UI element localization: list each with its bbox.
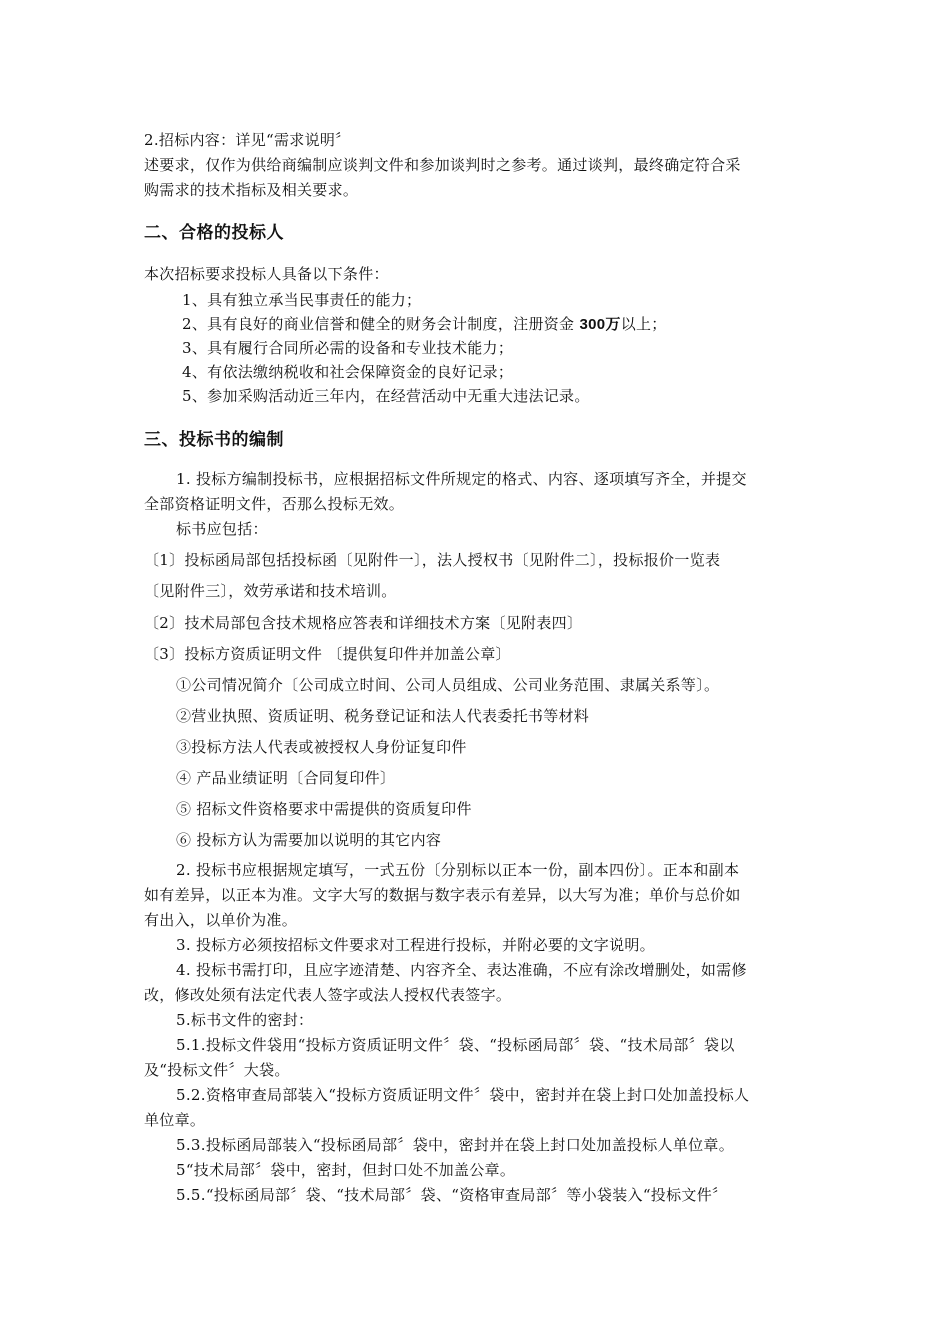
condition-item [182,312,667,337]
list-item: ①公司情况简介〔公司成立时间、公司人员组成、公司业务范围、隶属关系等〕。 [176,676,720,694]
body-line: 2. 投标书应根据规定填写，一式五份〔分别标以正本一份，副本四份〕。正本和副本 [176,861,740,879]
body-line: 5.1.投标文件袋用“投标方资质证明文件〞袋、“投标函局部〞袋、“技术局部〞袋以 [176,1036,735,1054]
condition-item: 3、具有履行合同所必需的设备和专业技术能力； [182,339,514,357]
condition-item: 4、有依法缴纳税收和社会保障资金的良好记录； [182,363,514,381]
body-line: 标书应包括： [176,520,268,538]
registered-capital-amount: 300 [579,316,606,333]
body-line: 3. 投标方必须按招标文件要求对工程进行投标，并附必要的文字说明。 [176,936,655,954]
body-line: 5.3.投标函局部装入“投标函局部〞袋中，密封并在袋上封口处加盖投标人单位章。 [176,1136,734,1154]
condition-item-text: 以上； [620,315,667,333]
requirement-text-line: 述要求，仅作为供给商编制应谈判文件和参加谈判时之参考。通过谈判，最终确定符合采 [144,156,741,174]
body-line: 有出入，以单价为准。 [144,911,298,929]
registered-capital-unit: 万 [605,316,621,333]
condition-item: 1、具有独立承当民事责任的能力； [182,291,422,309]
body-line: 〔见附件三〕，效劳承诺和技术培训。 [144,582,397,600]
bid-content-line: 2.招标内容：详见“需求说明〞 [144,131,351,149]
body-line: 〔2〕技术局部包含技术规格应答表和详细技术方案〔见附表四〕 [144,614,583,632]
body-line: 及“投标文件〞大袋。 [144,1061,290,1079]
list-item: ⑥ 投标方认为需要加以说明的其它内容 [176,831,442,849]
condition-item: 5、参加采购活动近三年内，在经营活动中无重大违法记录。 [182,387,590,405]
condition-item-text: 2、具有良好的商业信誉和健全的财务会计制度，注册资金 [182,315,575,333]
list-item: ④ 产品业绩证明〔合同复印件〕 [176,769,396,787]
body-line: 〔3〕投标方资质证明文件 〔提供复印件并加盖公章〕 [144,645,511,663]
body-line: 改，修改处须有法定代表人签字或法人授权代表签字。 [144,986,512,1004]
body-line: 5.5.“投标函局部〞袋、“技术局部〞袋、“资格审查局部〞等小袋装入“投标文件〞 [176,1186,728,1204]
body-line: 5.标书文件的密封： [176,1011,314,1029]
body-line: 4. 投标书需打印，且应字迹清楚、内容齐全、表达准确，不应有涂改增删处，如需修 [176,961,747,979]
body-line: 单位章。 [144,1111,206,1129]
list-item: ②营业执照、资质证明、税务登记证和法人代表委托书等材料 [176,707,590,725]
section-intro: 本次招标要求投标人具备以下条件： [144,265,389,283]
list-item: ③投标方法人代表或被授权人身份证复印件 [176,738,467,756]
section-heading-bid-preparation: 三、投标书的编制 [144,430,284,450]
section-heading-qualified-bidders: 二、合格的投标人 [144,223,284,243]
body-line: 全部资格证明文件，否那么投标无效。 [144,495,405,513]
body-line: 如有差异，以正本为准。文字大写的数据与数字表示有差异，以大写为准；单价与总价如 [144,886,741,904]
requirement-text-line: 购需求的技术指标及相关要求。 [144,181,359,199]
body-line: 1. 投标方编制投标书，应根据招标文件所规定的格式、内容、逐项填写齐全，并提交 [176,470,747,488]
body-line: 5“技术局部〞袋中，密封，但封口处不加盖公章。 [176,1161,516,1179]
body-line: 〔1〕投标函局部包括投标函〔见附件一〕，法人授权书〔见附件二〕，投标报价一览表 [144,551,721,569]
body-line: 5.2.资格审查局部装入“投标方资质证明文件〞袋中，密封并在袋上封口处加盖投标人 [176,1086,750,1104]
list-item: ⑤ 招标文件资格要求中需提供的资质复印件 [176,800,472,818]
